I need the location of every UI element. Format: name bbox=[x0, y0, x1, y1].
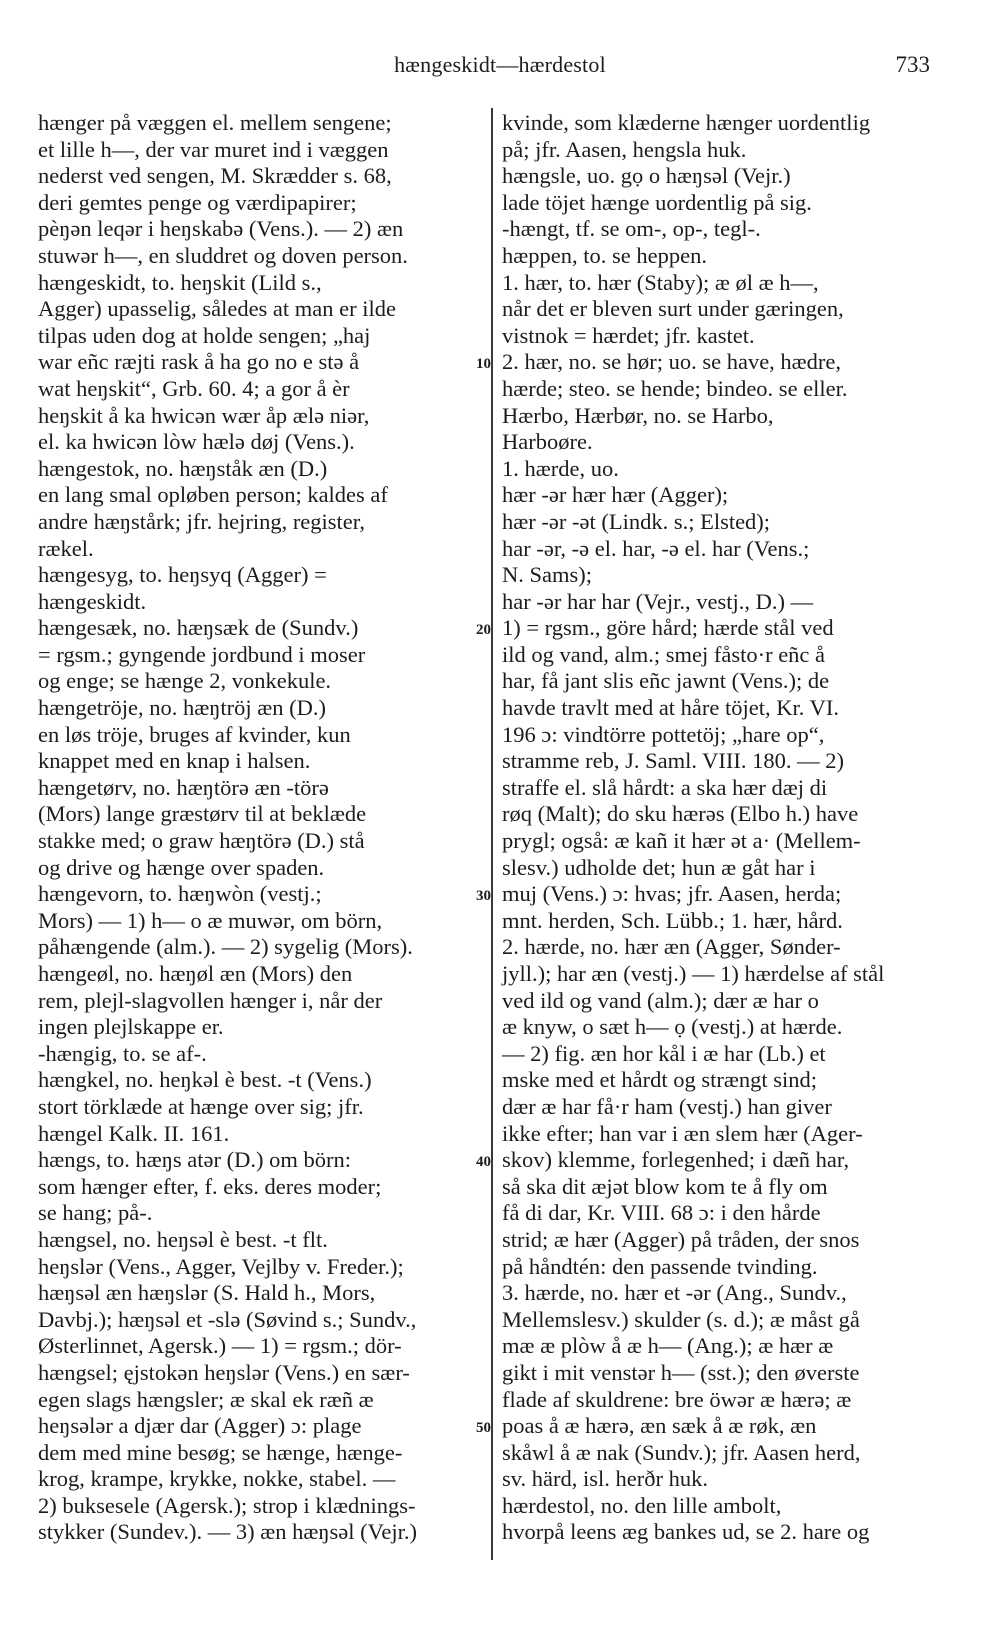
text-line: ved ild og vand (alm.); dær æ har o bbox=[502, 987, 819, 1013]
text-line: 2. hærde, no. hær æn (Agger, Sønder- bbox=[502, 934, 841, 960]
text-line: så ska dit æjət blow kom te å fly om bbox=[502, 1173, 828, 1199]
text-line: har, få jant slis eñc jawnt (Vens.); de bbox=[502, 668, 830, 694]
text-line: Mellemslesv.) skulder (s. d.); æ måst gå bbox=[502, 1306, 860, 1332]
text-line: hængesæk, no. hæŋsæk de (Sundv.) bbox=[38, 615, 359, 641]
text-line: wat heŋskit“, Grb. 60. 4; a gor å èr bbox=[38, 375, 350, 401]
text-line: hæŋsəl æn hæŋslər (S. Hald h., Mors, bbox=[38, 1280, 376, 1306]
text-line: muj (Vens.) ɔ: hvas; jfr. Aasen, herda; bbox=[502, 881, 842, 907]
text-line: ild og vand, alm.; smej fåsto·r eñc å bbox=[502, 641, 826, 667]
text-line: hængeskidt. bbox=[38, 588, 147, 614]
text-line: heŋskit å ka hwicən wær åp ælə niər, bbox=[38, 402, 370, 428]
text-line: war eñc ræjti rask å ha go no e stə å bbox=[38, 349, 360, 375]
page-header bbox=[0, 52, 1000, 82]
text-line: hær -ər -ət (Lindk. s.; Elsted); bbox=[502, 508, 771, 534]
text-line: rem, plejl-slagvollen hænger i, når der bbox=[38, 987, 383, 1013]
text-line: på; jfr. Aasen, hengsla huk. bbox=[502, 136, 747, 162]
page-number: 733 bbox=[895, 52, 930, 77]
text-line: nederst ved sengen, M. Skrædder s. 68, bbox=[38, 163, 392, 189]
text-line: Hærbo, Hærbør, no. se Harbo, bbox=[502, 402, 774, 428]
line-number-40: 40 bbox=[476, 1154, 491, 1170]
text-line: hængevorn, to. hæŋwòn (vestj.; bbox=[38, 881, 322, 907]
text-line: stakke med; o graw hæŋtörə (D.) stå bbox=[38, 828, 365, 854]
text-line: hængesyg, to. heŋsyq (Agger) = bbox=[38, 562, 327, 588]
text-line: tilpas uden dog at holde sengen; „haj bbox=[38, 322, 371, 348]
text-line: prygl; også: æ kañ it hær ət a· (Mellem- bbox=[502, 828, 861, 854]
text-line: hængkel, no. heŋkəl è best. -t (Vens.) bbox=[38, 1067, 372, 1093]
text-line: stykker (Sundev.). — 3) æn hæŋsəl (Vejr.) bbox=[38, 1519, 417, 1545]
text-line: Mors) — 1) h— o æ muwər, om börn, bbox=[38, 907, 383, 933]
text-line: 1. hærde, uo. bbox=[502, 455, 619, 481]
text-line: hængsle, uo. gọ o hæŋsəl (Vejr.) bbox=[502, 163, 791, 189]
text-line: en løs tröje, bruges af kvinder, kun bbox=[38, 721, 351, 747]
text-line: og drive og hænge over spaden. bbox=[38, 854, 325, 880]
text-line: kvinde, som klæderne hænger uordentlig bbox=[502, 110, 871, 135]
line-number-50: 50 bbox=[476, 1420, 491, 1436]
line-number-20: 20 bbox=[476, 622, 491, 638]
text-line: hæppen, to. se heppen. bbox=[502, 242, 707, 268]
line-number-30: 30 bbox=[476, 888, 491, 904]
text-line: ingen plejlskappe er. bbox=[38, 1014, 224, 1040]
text-line: N. Sams); bbox=[502, 562, 592, 588]
text-line: røq (Malt); do sku hærəs (Elbo h.) have bbox=[502, 801, 859, 827]
text-line: hængeøl, no. hæŋøl æn (Mors) den bbox=[38, 961, 353, 986]
text-line: hvorpå leens æg bankes ud, se 2. hare og bbox=[502, 1519, 870, 1545]
text-line: lade töjet hænge uordentlig på sig. bbox=[502, 189, 812, 215]
text-line: 2. hær, no. se hør; uo. se have, hædre, bbox=[502, 349, 842, 375]
text-line: 196 ɔ: vindtörre pottetöj; „hare op“, bbox=[502, 721, 825, 747]
text-line: se hang; på-. bbox=[38, 1200, 153, 1226]
text-line: et lille h—, der var muret ind i væggen bbox=[38, 136, 389, 162]
text-line: pèŋən leqər i heŋskabə (Vens.). — 2) æn bbox=[38, 216, 404, 242]
text-line: slesv.) udholde det; hun æ gåt har i bbox=[502, 854, 816, 880]
text-line: hængestok, no. hæŋståk æn (D.) bbox=[38, 455, 328, 481]
text-line: egen slags hængsler; æ skal ek ræñ æ bbox=[38, 1386, 374, 1412]
text-line: strid; æ hær (Agger) på tråden, der snos bbox=[502, 1226, 860, 1252]
text-line: sv. härd, isl. herðr huk. bbox=[502, 1466, 709, 1492]
text-line: 1. hær, to. hær (Staby); æ øl æ h—, bbox=[502, 269, 819, 295]
text-line: 3. hærde, no. hær et -ər (Ang., Sundv., bbox=[502, 1280, 847, 1306]
text-line: hængel Kalk. II. 161. bbox=[38, 1120, 230, 1146]
text-line: hængsel; ęjstokən heŋslər (Vens.) en sær- bbox=[38, 1359, 410, 1385]
text-line: (Mors) lange græstørv til at beklæde bbox=[38, 801, 367, 827]
text-line: stuwər h—, en sluddret og doven person. bbox=[38, 242, 408, 268]
text-line: andre hæŋstårk; jfr. hejring, register, bbox=[38, 508, 366, 534]
text-line: hærdestol, no. den lille ambolt, bbox=[502, 1492, 782, 1518]
text-line: Davbj.); hæŋsəl et -slə (Søvind s.; Sundv., bbox=[38, 1306, 417, 1332]
text-line: få di dar, Kr. VIII. 68 ɔ: i den hårde bbox=[502, 1200, 821, 1226]
text-line: havde travlt med at håre töjet, Kr. VI. bbox=[502, 695, 839, 721]
text-line: dær æ har få·r ham (vestj.) han giver bbox=[502, 1093, 832, 1119]
text-line: el. ka hwicən lòw hælə døj (Vens.). bbox=[38, 429, 355, 455]
text-line: = rgsm.; gyngende jordbund i moser bbox=[38, 641, 366, 667]
text-line: har -ər har har (Vejr., vestj., D.) — bbox=[502, 588, 814, 614]
text-line: som hænger efter, f. eks. deres moder; bbox=[38, 1173, 382, 1199]
text-line: poas å æ hærə, æn sæk å æ røk, æn bbox=[502, 1413, 817, 1439]
text-line: skov) klemme, forlegenhed; i dæñ har, bbox=[502, 1147, 850, 1173]
text-line: har -ər, -ə el. har, -ə el. har (Vens.; bbox=[502, 535, 810, 561]
text-line: på håndtén: den passende tvinding. bbox=[502, 1253, 818, 1279]
text-line: påhængende (alm.). — 2) sygelig (Mors). bbox=[38, 934, 413, 960]
text-line: straffe el. slå hårdt: a ska hær dæj di bbox=[502, 774, 828, 800]
text-line: skåwl å æ nak (Sundv.); jfr. Aasen herd, bbox=[502, 1439, 861, 1465]
running-title: hængeskidt—hærdestol bbox=[394, 52, 606, 77]
text-line: mnt. herden, Sch. Lübb.; 1. hær, hård. bbox=[502, 907, 843, 933]
text-line: hænger på væggen el. mellem sengene; bbox=[38, 110, 392, 135]
text-line: hængs, to. hæŋs atər (D.) om börn: bbox=[38, 1147, 351, 1173]
text-line: knappet med en knap i halsen. bbox=[38, 748, 311, 774]
text-line: en lang smal opløben person; kaldes af bbox=[38, 482, 388, 508]
text-line: vistnok = hærdet; jfr. kastet. bbox=[502, 322, 755, 348]
text-line: ikke efter; han var i æn slem hær (Ager- bbox=[502, 1120, 863, 1146]
text-line: gikt i mit venstər h— (sst.); den øverste bbox=[502, 1359, 860, 1385]
left-column bbox=[38, 110, 478, 1546]
text-line: hængeskidt, to. heŋskit (Lild s., bbox=[38, 269, 322, 295]
text-line: Agger) upasselig, således at man er ilde bbox=[38, 296, 397, 322]
text-line: æ knyw, o sæt h— ọ (vestj.) at hærde. bbox=[502, 1014, 843, 1040]
text-line: hærde; steo. se hende; bindeo. se eller. bbox=[502, 375, 848, 401]
text-line: hængsel, no. heŋsəl è best. -t flt. bbox=[38, 1226, 328, 1252]
text-line: flade af skuldrene: bre öwər æ hærə; æ bbox=[502, 1386, 852, 1412]
text-line: 2) buksesele (Agersk.); strop i klædnings- bbox=[38, 1492, 416, 1518]
text-line: — 2) fig. æn hor kål i æ har (Lb.) et bbox=[502, 1040, 826, 1066]
text-line: hængetröje, no. hæŋtröj æn (D.) bbox=[38, 695, 326, 721]
text-line: Østerlinnet, Agersk.) — 1) = rgsm.; dör- bbox=[38, 1333, 402, 1359]
text-line: dem med mine besøg; se hænge, hænge- bbox=[38, 1439, 403, 1465]
line-number-10: 10 bbox=[476, 356, 491, 372]
text-line: hængetørv, no. hæŋtörə æn -törə bbox=[38, 774, 329, 800]
text-line: rækel. bbox=[38, 535, 94, 561]
text-line: stramme reb, J. Saml. VIII. 180. — 2) bbox=[502, 748, 845, 774]
text-line: mæ æ plòw å æ h— (Ang.); æ hær æ bbox=[502, 1333, 834, 1359]
text-line: deri gemtes penge og værdipapirer; bbox=[38, 189, 357, 215]
text-line: -hængt, tf. se om-, op-, tegl-. bbox=[502, 216, 761, 242]
text-line: jyll.); har æn (vestj.) — 1) hærdelse af stål bbox=[502, 961, 885, 986]
text-line: -hængig, to. se af-. bbox=[38, 1040, 207, 1066]
text-line: hær -ər hær hær (Agger); bbox=[502, 482, 729, 508]
text-line: Harboøre. bbox=[502, 429, 593, 455]
text-line: krog, krampe, krykke, nokke, stabel. — bbox=[38, 1466, 396, 1492]
text-line: 1) = rgsm., göre hård; hærde stål ved bbox=[502, 615, 834, 641]
text-line: når det er bleven surt under gæringen, bbox=[502, 296, 844, 322]
column-divider bbox=[491, 108, 493, 1560]
text-line: og enge; se hænge 2, vonkekule. bbox=[38, 668, 332, 694]
text-line: heŋslər (Vens., Agger, Vejlby v. Freder.); bbox=[38, 1253, 404, 1279]
text-line: mske med et hårdt og strængt sind; bbox=[502, 1067, 817, 1093]
text-line: heŋsələr a djær dar (Agger) ɔ: plage bbox=[38, 1413, 362, 1439]
right-column bbox=[502, 110, 942, 1546]
text-line: stort törklæde at hænge over sig; jfr. bbox=[38, 1093, 364, 1119]
